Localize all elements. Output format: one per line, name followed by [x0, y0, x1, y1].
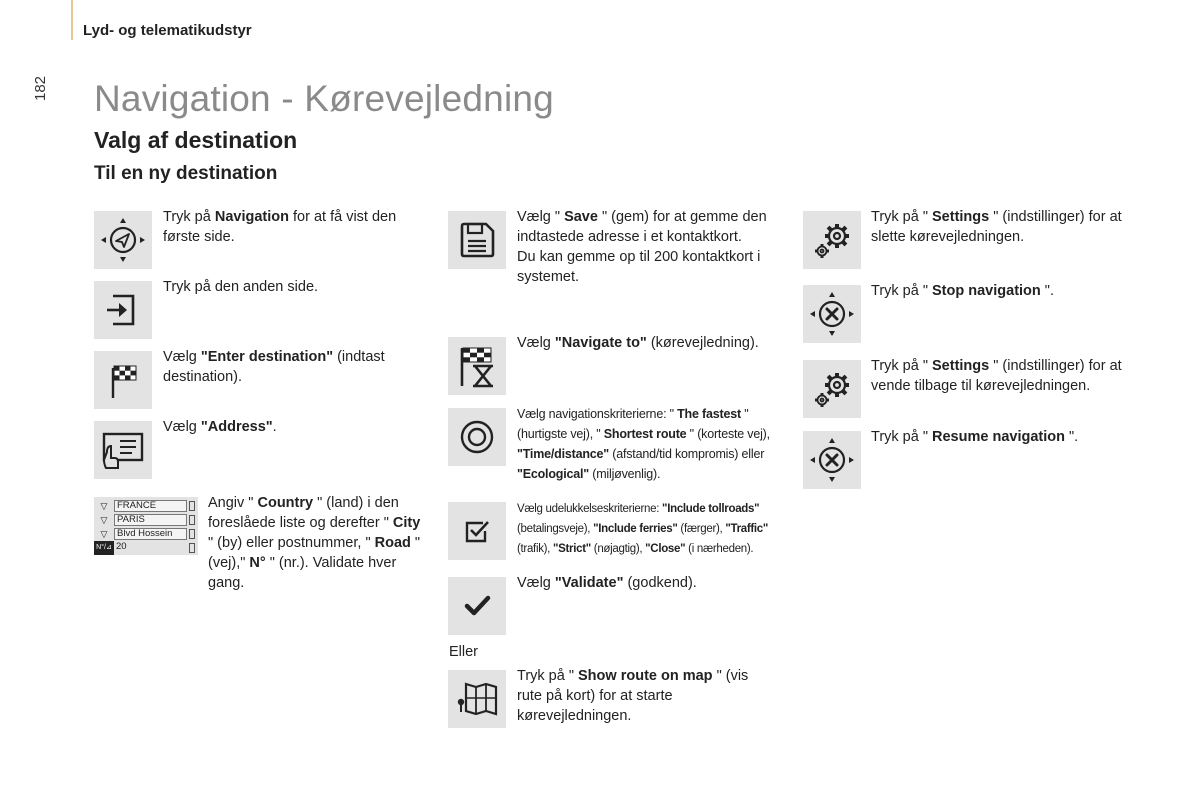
subheading: Til en ny destination [94, 163, 278, 184]
header-rule [71, 0, 73, 40]
page-title: Navigation - Kørevejledning [94, 78, 554, 119]
checkbox-icon [448, 502, 506, 560]
col3-item1-text: Tryk på " Settings " (indstillinger) for at slette kørevejledningen. [871, 209, 1122, 245]
country-entry-list [94, 497, 198, 555]
col1-item2-text: Tryk på den anden side. [163, 279, 319, 295]
col3-item3-text: Tryk på " Settings " (indstillinger) for at vende tilbage til kørevejledningen. [871, 358, 1122, 394]
navigation-compass-icon [94, 211, 152, 269]
or-label: Eller [449, 644, 479, 660]
col3-item2-text: Tryk på " Stop navigation ". [871, 283, 1054, 299]
floppy-disk-icon [448, 211, 506, 269]
gears-icon [803, 360, 861, 418]
list-item: ▽ FRANCE [94, 499, 198, 513]
next-page-icon [94, 281, 152, 339]
col2-item5-text: Vælg "Validate" (godkend). [517, 575, 697, 591]
col2-item6-text: Tryk på " Show route on map " (vis rute på kort) for at starte kørevejledningen. [517, 668, 749, 724]
dropdown-arrow-icon: ▽ [100, 514, 108, 525]
col1-item4-text: Vælg "Address". [163, 419, 277, 435]
col1-item3-text: Vælg "Enter destination" (indtast destination). [163, 349, 385, 385]
flag-hourglass-icon [448, 337, 506, 395]
address-card-icon [94, 421, 152, 479]
section-subtitle: Valg af destination [94, 127, 298, 153]
checkered-flag-icon [94, 351, 152, 409]
list-item: N°/⊿ 20 [94, 541, 198, 555]
section-header: Lyd- og telematikudstyr [83, 22, 252, 39]
checkmark-icon [448, 577, 506, 635]
resume-navigation-icon [803, 431, 861, 489]
col2-item4-text: Vælg udelukkelseskriterierne: "Include tollroads" (betalingsveje), "Include ferries" (færger), "Traffic" (trafik), "Strict" (nøjagtig), "Close" (i nærheden). [517, 503, 769, 555]
col1-item1-text: Tryk på Navigation for at få vist den første side. [163, 209, 397, 245]
target-icon [448, 408, 506, 466]
list-item: ▽ Blvd Hossein [94, 527, 198, 541]
gears-icon [803, 211, 861, 269]
col1-item5-text: Angiv " Country " (land) i den foreslåede liste og derefter " City " (by) eller postnummer, " Road " (vej)," N° " (nr.). Validate hver gang. [208, 495, 421, 591]
col2-item1-text: Vælg " Save " (gem) for at gemme den indtastede adresse i et kontaktkort. Du kan gemme op til 200 kontaktkort i systemet. [517, 209, 767, 285]
stop-navigation-icon [803, 285, 861, 343]
col2-item2-text: Vælg "Navigate to" (kørevejledning). [517, 335, 759, 351]
map-icon [448, 670, 506, 728]
col2-item3-text: Vælg navigationskriterierne: " The fastest " (hurtigste vej), " Shortest route " (korteste vej), "Time/distance" (afstand/tid kompromis) eller "Ecological" (miljøvenlig). [517, 407, 770, 481]
page-number: 182 [32, 75, 49, 101]
col3-item4-text: Tryk på " Resume navigation ". [871, 429, 1079, 445]
dropdown-arrow-icon: ▽ [100, 528, 108, 539]
dropdown-arrow-icon: ▽ [100, 500, 108, 511]
list-item: ▽ PARIS [94, 513, 198, 527]
